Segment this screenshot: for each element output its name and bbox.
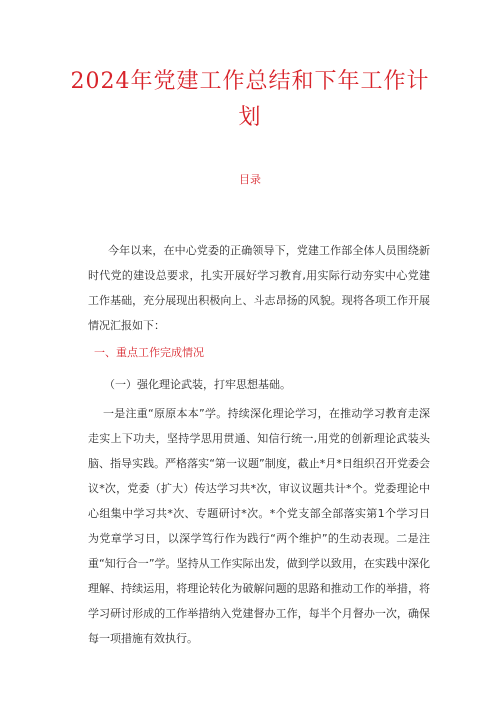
body-paragraph: 一是注重“原原本本”学。持续深化理论学习，在推动学习教育走深走实上下功夫，坚持学思用贯通、知信行统一,用党的创新理论武装头脑、指导实践。严格落实“第一议题”制度，截止*月*日组织召开党委会议*次，党委（扩大）传达学习共*次，审议议题共计*个。党委理论中心组集中学习共*次、专题研讨*次。*个党支部全部落实第1个学习日为党章学习日，以深学笃行作为践行“两个维护”的生动表现。二是注重“知行合一”学。坚持从工作实际出发，做到学以致用，在实践中深化理解、持续运用，将理论转化为破解问题的思路和推动工作的举措，将学习研讨形成的工作举措纳入党建督办工作，每半个月督办一次，确保每一项措施有效执行。 [88,407,430,645]
intro-paragraph: 今年以来，在中心党委的正确领导下，党建工作部全体人员围绕新时代党的建设总要求，扎实开展好学习教育,用实际行动夯实中心党建工作基础，充分展现出积极向上、斗志昂扬的风貌。现将各项工作开展情况汇报如下： [88,244,430,332]
toc-label: 目录 [239,173,261,186]
subsection-heading: （一）强化理论武装，打牢思想基础。 [104,378,291,391]
section-heading: 一、重点工作完成情况 [94,346,204,359]
document-title: 2024年党建工作总结和下年工作计划 [70,69,430,130]
